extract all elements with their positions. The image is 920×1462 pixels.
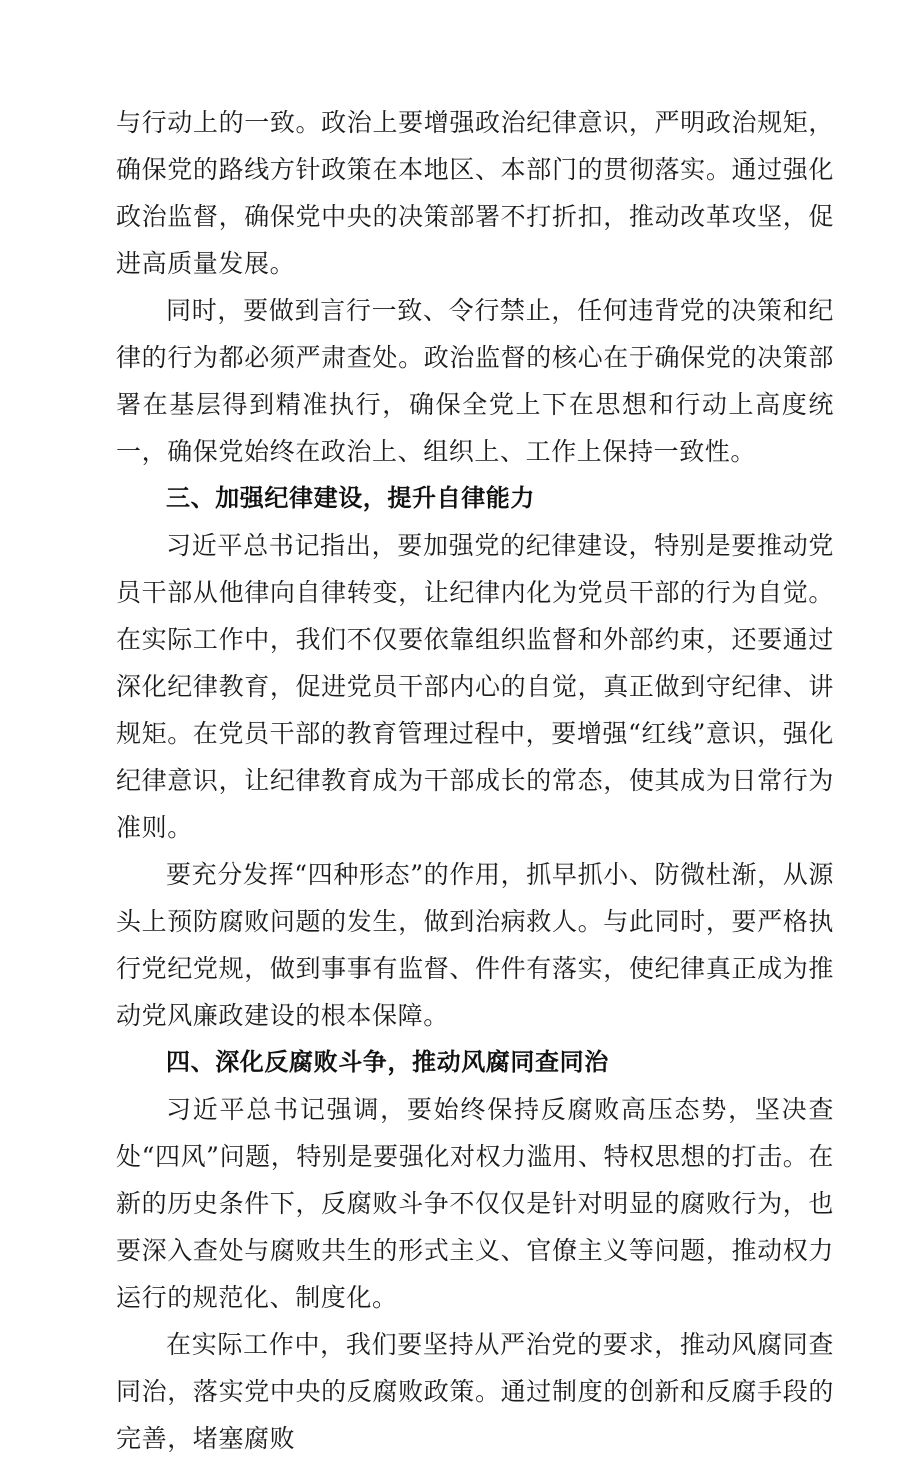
paragraph-four-forms: 要充分发挥“四种形态”的作用，抓早抓小、防微杜渐，从源头上预防腐败问题的发生，做到治病救人。与此同时，要严格执行党纪党规，做到事事有监督、件件有落实，使纪律真正成为推动党风廉政建设的根本保障。 [116,860,834,1030]
section-heading-discipline: 三、加强纪律建设，提升自律能力 [166,484,535,512]
paragraph-political-supervision: 同时，要做到言行一致、令行禁止，任何违背党的决策和纪律的行为都必须严肃查处。政治监督的核心在于确保党的决策部署在基层得到精准执行，确保全党上下在思想和行动上高度统一，确保党始终在政治上、组织上、工作上保持一致性。 [116,296,834,466]
paragraph-strict-governance: 在实际工作中，我们要坚持从严治党的要求，推动风腐同查同治，落实党中央的反腐败政策。通过制度的创新和反腐手段的完善，堵塞腐败 [116,1330,834,1453]
paragraph-anti-corruption-pressure: 习近平总书记强调，要始终保持反腐败高压态势，坚决查处“四风”问题，特别是要强化对权力滥用、特权思想的打击。在新的历史条件下，反腐败斗争不仅仅是针对明显的腐败行为，也要深入查处与腐败共生的形式主义、官僚主义等问题，推动权力运行的规范化、制度化。 [116,1095,834,1312]
document-body [116,99,834,1462]
paragraph-discipline-education: 习近平总书记指出，要加强党的纪律建设，特别是要推动党员干部从他律向自律转变，让纪律内化为党员干部的行为自觉。在实际工作中，我们不仅要依靠组织监督和外部约束，还要通过深化纪律教育，促进党员干部内心的自觉，真正做到守纪律、讲规矩。在党员干部的教育管理过程中，要增强“红线”意识，强化纪律意识，让纪律教育成为干部成长的常态，使其成为日常行为准则。 [116,531,834,842]
section-heading-anti-corruption: 四、深化反腐败斗争，推动风腐同查同治 [166,1048,609,1076]
paragraph-political-alignment: 与行动上的一致。政治上要增强政治纪律意识，严明政治规矩，确保党的路线方针政策在本地区、本部门的贯彻落实。通过强化政治监督，确保党中央的决策部署不打折扣，推动改革攻坚，促进高质量发展。 [116,108,834,278]
